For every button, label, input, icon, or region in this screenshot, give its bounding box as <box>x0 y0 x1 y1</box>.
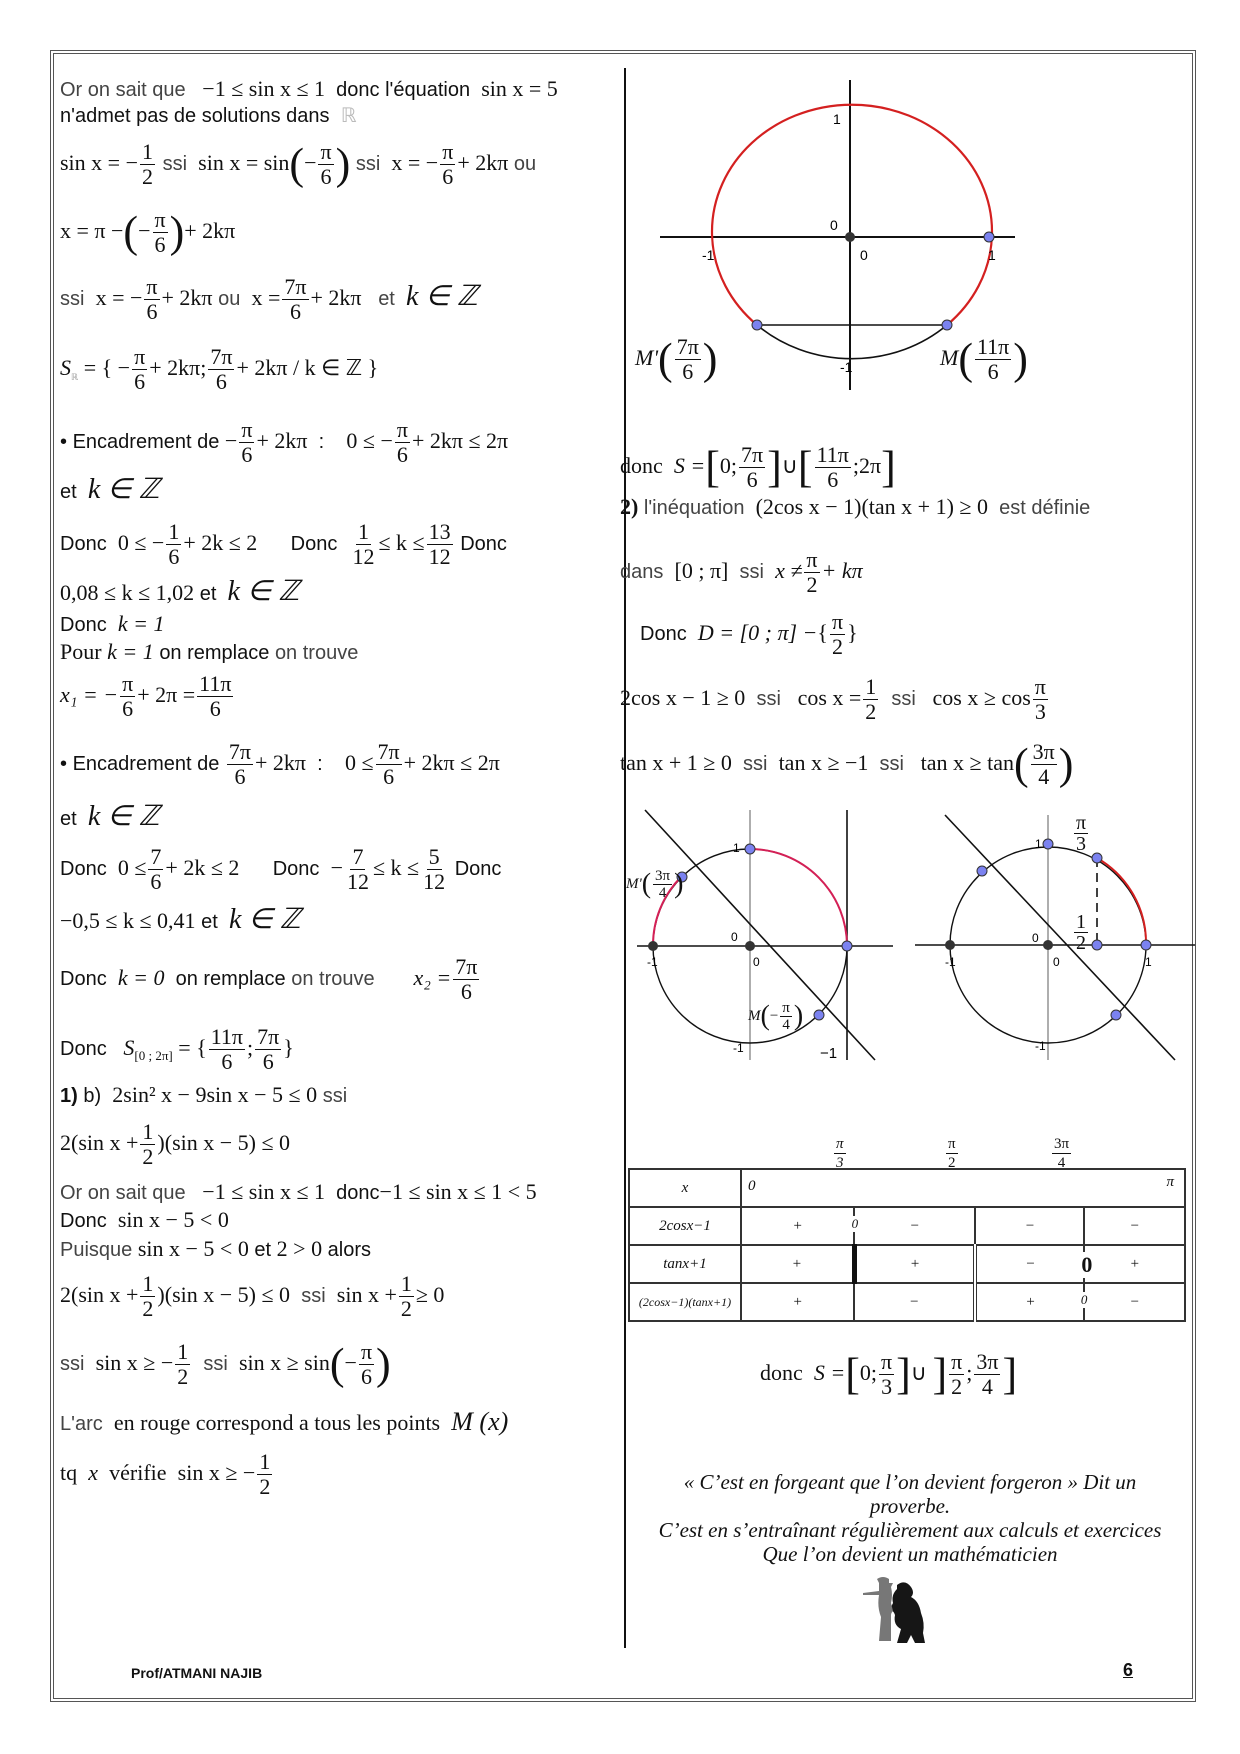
svg-text:-1: -1 <box>702 247 715 263</box>
svg-text:-1: -1 <box>945 955 956 969</box>
line-or-on-sait: Or on sait que −1 ≤ sin x ≤ 1 donc−1 ≤ sin x ≤ 1 < 5 <box>60 1179 537 1204</box>
father-son-silhouette-icon <box>855 1575 930 1645</box>
sign-table <box>628 1168 1186 1322</box>
line-k-in-Z-2: et k ∈ ℤ <box>60 801 160 832</box>
svg-text:-1: -1 <box>1035 1039 1046 1053</box>
line-solution-set-interval: Donc $S_{[0 ; 2\pi]}$ = { $\frac{11\pi}{6}$ ; $\frac{7\pi}{6}$ } <box>60 1024 294 1074</box>
line-donc-k-range-2: Donc 0 ≤ $\frac{7}{6}$ + 2k ≤ 2 Donc − $\frac{7}{12}$ ≤ k ≤ $\frac{5}{12}$ Donc <box>60 844 502 894</box>
line-equivalence: 2(sin x + $\frac{1}{2}$ )(sin x − 5) ≤ 0 ssi sin x + $\frac{1}{2}$ ≥ 0 <box>60 1271 445 1321</box>
svg-text:0: 0 <box>860 247 868 263</box>
sign-row-product: (2cosx−1)(tanx+1) + − + 0 − <box>629 1283 1185 1321</box>
line-domain-condition: dans [0 ; π] ssi x ≠ $\frac{\pi}{2}$ + kπ <box>620 547 863 597</box>
svg-text:-1: -1 <box>733 1041 744 1055</box>
line-solution-S-2: donc S =[0; $\frac{\pi}{3}$ ]∪ ] $\frac{\pi}{2}$ ; $\frac{3\pi}{4}$ ] <box>760 1349 1018 1399</box>
table-head-pi-3: $\frac{\pi}{3}$ <box>836 1136 844 1171</box>
svg-text:-1: -1 <box>840 359 853 375</box>
line-tan-condition: tan x + 1 ≥ 0 ssi tan x ≥ −1 ssi tan x ≥ tan( $\frac{3\pi}{4}$ ) <box>620 739 1074 789</box>
line-x-pi-minus: x = π −(− $\frac{\pi}{6}$ )+ 2kπ <box>60 207 236 257</box>
line-solution-set-R: $S_ℝ$ = { − $\frac{\pi}{6}$ + 2kπ; $\frac{7\pi}{6}$ + 2kπ / k ∈ ℤ } <box>60 344 379 394</box>
author-name: Prof/ATMANI NAJIB <box>131 1665 263 1681</box>
line-solution-S-1: donc S =[0; $\frac{7\pi}{6}$ ]∪[ $\frac{11\pi}{6}$ ;2π] <box>620 442 896 492</box>
svg-text:0: 0 <box>753 955 760 969</box>
line-solutions-general: ssi x = − $\frac{\pi}{6}$ + 2kπ ou x = $\frac{7\pi}{6}$ + 2kπ et k ∈ ℤ <box>60 274 478 324</box>
sign-table-header-row: x 0 π <box>629 1169 1185 1207</box>
svg-text:0: 0 <box>1032 931 1039 945</box>
line-sin-minus-5: Donc sin x − 5 < 0 <box>60 1207 229 1232</box>
line-k-approx-2: −0,5 ≤ k ≤ 0,41 et k ∈ ℤ <box>60 904 301 935</box>
label-M-11pi-6: M( $\frac{11\pi}{6}$ ) <box>940 334 1028 384</box>
line-sin-bounds: Or on sait que −1 ≤ sin x ≤ 1 donc l'équation sin x = 5 <box>60 76 558 101</box>
svg-text:1: 1 <box>988 247 996 263</box>
line-encadrement-2: • Encadrement de $\frac{7\pi}{6}$ + 2kπ : 0 ≤ $\frac{7\pi}{6}$ + 2kπ ≤ 2π <box>60 739 500 789</box>
line-question-1b: 1) b) 2sin² x − 9sin x − 5 ≤ 0 ssi <box>60 1082 348 1107</box>
line-question-2: 2) l'inéquation (2cos x − 1)(tan x + 1) ≥ 0 est définie <box>620 494 1091 519</box>
line-puisque: Puisque sin x − 5 < 0 et 2 > 0 alors <box>60 1236 371 1261</box>
svg-text:1: 1 <box>1035 837 1042 851</box>
label-pi-3: $\frac{\pi}{3}$ <box>1076 812 1087 855</box>
label-M-prime-7pi-6: M'( $\frac{7\pi}{6}$ ) <box>635 334 718 384</box>
line-k-in-Z-1: et k ∈ ℤ <box>60 474 160 505</box>
line-no-solution: n'admet pas de solutions dans ℝ <box>60 105 357 127</box>
line-cos-condition: 2cos x − 1 ≥ 0 ssi cos x = $\frac{1}{2}$ ssi cos x ≥ cos $\frac{\pi}{3}$ <box>620 674 1046 724</box>
line-donc-k-range-1: Donc 0 ≤ − $\frac{1}{6}$ + 2k ≤ 2 Donc $\frac{1}{12}$ ≤ k ≤ $\frac{13}{12}$ Donc <box>60 519 507 569</box>
svg-text:1: 1 <box>733 841 740 855</box>
proverb-quote: « C’est en forgeant que l’on devient forgeron » Dit un proverbe. C’est en s’entraînant régulièrement aux calculs et exercices Que l’on devient un mathématicien <box>658 1470 1162 1566</box>
label-M-minus-pi-4: M(− $\frac{\pi}{4}$ ) <box>748 1000 804 1033</box>
sign-row-cos: 2cosx−1 + 0 − − − <box>629 1207 1185 1245</box>
unit-circle-diagram-cos <box>895 800 1195 1070</box>
svg-text:1: 1 <box>833 111 841 127</box>
svg-text:0: 0 <box>731 930 738 944</box>
svg-text:0: 0 <box>830 217 838 233</box>
line-encadrement-1: • Encadrement de − $\frac{\pi}{6}$ + 2kπ : 0 ≤ − $\frac{\pi}{6}$ + 2kπ ≤ 2π <box>60 417 509 467</box>
line-pour-k-1: Pour k = 1 on remplace on trouve <box>60 639 359 664</box>
line-sin-geq: ssi sin x ≥ − $\frac{1}{2}$ ssi sin x ≥ sin(− $\frac{\pi}{6}$ ) <box>60 1339 391 1389</box>
table-head-pi-2: $\frac{\pi}{2}$ <box>948 1136 956 1171</box>
line-tq-verifie: tq x vérifie sin x ≥ − $\frac{1}{2}$ <box>60 1449 271 1499</box>
line-factored: 2(sin x + $\frac{1}{2}$ )(sin x − 5) ≤ 0 <box>60 1119 291 1169</box>
line-k-eq-0: Donc k = 0 on remplace on trouve x₂ = $\frac{7\pi}{6}$ <box>60 954 478 1004</box>
label-M-prime-3pi-4: M'( $\frac{3\pi}{4}$ ) <box>626 868 684 901</box>
line-k-eq-1: Donc k = 1 <box>60 611 165 636</box>
line-x1: x₁ = − $\frac{\pi}{6}$ + 2π = $\frac{11\pi}{6}$ <box>60 671 232 721</box>
table-head-3pi-4: $\frac{3\pi}{4}$ <box>1054 1136 1070 1171</box>
line-k-approx-1: 0,08 ≤ k ≤ 1,02 et k ∈ ℤ <box>60 576 300 607</box>
svg-text:0: 0 <box>1053 955 1060 969</box>
svg-text:−1: −1 <box>820 1045 838 1062</box>
line-sin-eq: sin x = − $\frac{1}{2}$ ssi sin x = sin(− $\frac{\pi}{6}$ ) ssi x = − $\frac{\pi}{6}$ + 2kπ ou <box>60 139 537 189</box>
label-one-half: $\frac{1}{2}$ <box>1076 911 1086 954</box>
line-arc-rouge: L'arc en rouge correspond a tous les points M (x) <box>60 1407 509 1436</box>
svg-text:1: 1 <box>1145 955 1152 969</box>
line-domain-D: Donc D = [0 ; π] −{ $\frac{\pi}{2}$ } <box>640 609 858 659</box>
svg-text:-1: -1 <box>647 955 658 969</box>
sign-row-tan: tanx+1 + + − 0 + <box>629 1245 1185 1283</box>
page-number: 6 <box>1123 1660 1134 1680</box>
